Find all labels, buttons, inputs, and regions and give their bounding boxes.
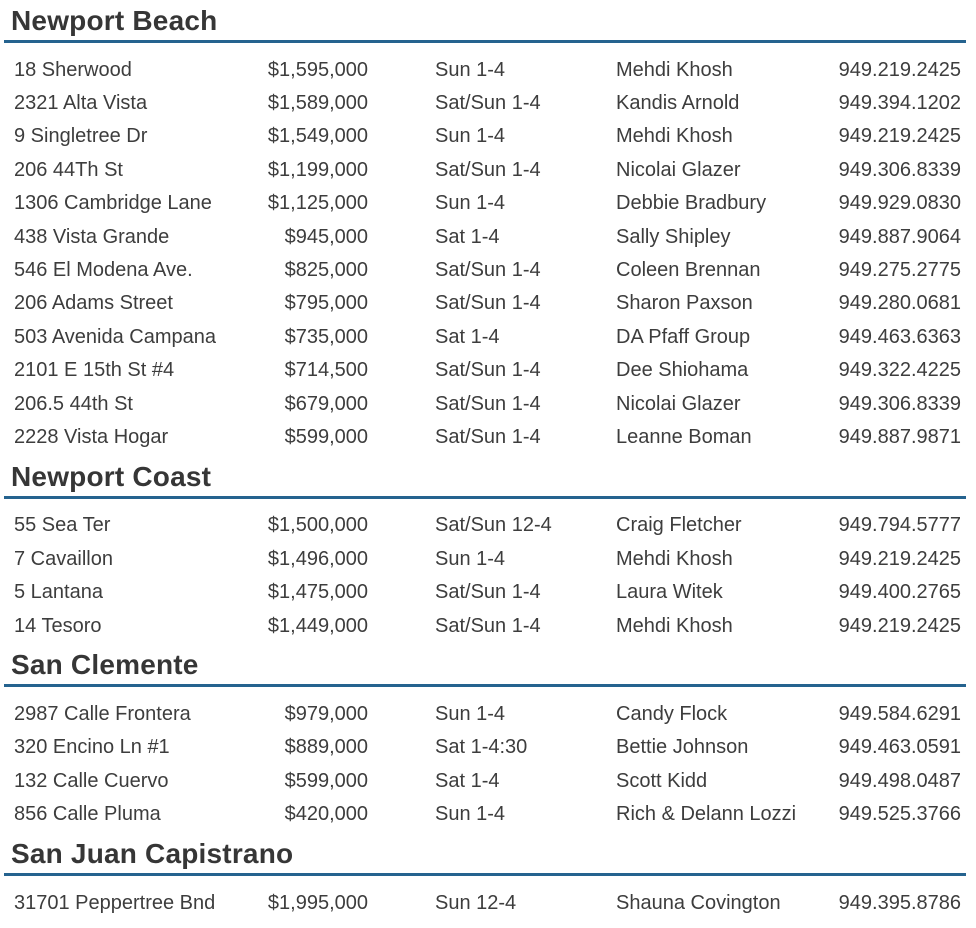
open-house-time: Sun 1-4 xyxy=(435,547,506,570)
city-section xyxy=(4,462,966,651)
listing-row xyxy=(14,187,961,220)
listing-price: $420,000 xyxy=(284,803,368,826)
listing-row xyxy=(14,220,961,253)
listing-price: $1,589,000 xyxy=(267,92,368,115)
listing-address: 320 Encino Ln #1 xyxy=(14,736,170,759)
listing-price: $1,475,000 xyxy=(267,581,368,604)
open-house-time: Sat/Sun 1-4 xyxy=(435,581,541,604)
listing-row xyxy=(14,86,961,119)
open-house-time: Sat/Sun 1-4 xyxy=(435,158,541,181)
listing-row xyxy=(14,53,961,86)
agent-phone: 949.887.9064 xyxy=(838,225,961,248)
agent-name: Laura Witek xyxy=(616,581,723,604)
agent-name: Mehdi Khosh xyxy=(616,547,733,570)
agent-phone: 949.498.0487 xyxy=(838,769,961,792)
listing-row xyxy=(14,575,961,608)
agent-phone: 949.322.4225 xyxy=(838,359,961,382)
city-heading: Newport Beach xyxy=(4,6,966,43)
listing-price: $1,595,000 xyxy=(267,58,368,81)
open-house-time: Sat/Sun 1-4 xyxy=(435,614,541,637)
agent-phone: 949.463.0591 xyxy=(838,736,961,759)
listing-address: 1306 Cambridge Lane xyxy=(14,192,212,215)
listing-address: 2228 Vista Hogar xyxy=(14,425,169,448)
listing-address: 546 El Modena Ave. xyxy=(14,259,193,282)
open-house-time: Sat 1-4 xyxy=(435,325,500,348)
listing-address: 18 Sherwood xyxy=(14,58,132,81)
listing-price: $1,995,000 xyxy=(267,891,368,914)
open-house-time: Sun 1-4 xyxy=(435,58,506,81)
listing-row xyxy=(14,509,961,542)
agent-name: Nicolai Glazer xyxy=(616,392,741,415)
listing-price: $1,496,000 xyxy=(267,547,368,570)
listing-address: 2321 Alta Vista xyxy=(14,92,148,115)
listing-row xyxy=(14,609,961,642)
agent-name: Bettie Johnson xyxy=(616,736,749,759)
listing-row xyxy=(14,886,961,919)
listing-address: 31701 Peppertree Bnd xyxy=(14,891,216,914)
open-house-time: Sun 1-4 xyxy=(435,702,506,725)
open-house-time: Sat/Sun 1-4 xyxy=(435,392,541,415)
agent-name: Nicolai Glazer xyxy=(616,158,741,181)
agent-name: Coleen Brennan xyxy=(616,259,761,282)
listing-address: 2101 E 15th St #4 xyxy=(14,359,175,382)
listing-price: $1,549,000 xyxy=(267,125,368,148)
city-heading: Newport Coast xyxy=(4,462,966,499)
listing-price: $1,125,000 xyxy=(267,192,368,215)
listing-price: $825,000 xyxy=(284,259,368,282)
listing-address: 206 44Th St xyxy=(14,158,123,181)
agent-phone: 949.395.8786 xyxy=(838,891,961,914)
agent-name: Sharon Paxson xyxy=(616,292,753,315)
agent-name: Kandis Arnold xyxy=(616,92,740,115)
agent-phone: 949.219.2425 xyxy=(838,125,961,148)
listing-price: $1,199,000 xyxy=(267,158,368,181)
listing-address: 438 Vista Grande xyxy=(14,225,170,248)
agent-phone: 949.280.0681 xyxy=(838,292,961,315)
listing-row xyxy=(14,542,961,575)
agent-phone: 949.929.0830 xyxy=(838,192,961,215)
listing-row xyxy=(14,797,961,830)
city-section xyxy=(4,839,966,927)
open-house-time: Sat/Sun 1-4 xyxy=(435,259,541,282)
open-house-time: Sun 12-4 xyxy=(435,891,517,914)
agent-name: Leanne Boman xyxy=(616,425,752,448)
listing-price: $679,000 xyxy=(284,392,368,415)
listing-rows xyxy=(4,499,966,651)
agent-phone: 949.463.6363 xyxy=(838,325,961,348)
listing-price: $795,000 xyxy=(284,292,368,315)
listing-row xyxy=(14,253,961,286)
agent-phone: 949.400.2765 xyxy=(838,581,961,604)
listing-row xyxy=(14,120,961,153)
agent-phone: 949.584.6291 xyxy=(838,702,961,725)
listing-price: $979,000 xyxy=(284,702,368,725)
listing-row xyxy=(14,731,961,764)
listing-price: $945,000 xyxy=(284,225,368,248)
agent-phone: 949.794.5777 xyxy=(838,514,961,537)
open-house-time: Sun 1-4 xyxy=(435,803,506,826)
open-house-time: Sat/Sun 1-4 xyxy=(435,359,541,382)
listing-address: 9 Singletree Dr xyxy=(14,125,148,148)
listing-price: $599,000 xyxy=(284,425,368,448)
listing-rows xyxy=(4,687,966,839)
agent-name: Debbie Bradbury xyxy=(616,192,767,215)
agent-phone: 949.525.3766 xyxy=(838,803,961,826)
open-house-time: Sat/Sun 12-4 xyxy=(435,514,552,537)
listing-address: 206.5 44th St xyxy=(14,392,133,415)
listing-row xyxy=(14,287,961,320)
agent-phone: 949.306.8339 xyxy=(838,392,961,415)
listing-rows xyxy=(4,43,966,462)
city-section xyxy=(4,6,966,462)
listing-row xyxy=(14,764,961,797)
listing-price: $599,000 xyxy=(284,769,368,792)
open-house-time: Sun 1-4 xyxy=(435,125,506,148)
agent-name: Mehdi Khosh xyxy=(616,58,733,81)
agent-name: Rich & Delann Lozzi xyxy=(616,803,797,826)
open-house-time: Sun 1-4 xyxy=(435,192,506,215)
agent-name: Sally Shipley xyxy=(616,225,731,248)
listing-row xyxy=(14,354,961,387)
agent-name: Mehdi Khosh xyxy=(616,125,733,148)
listing-address: 14 Tesoro xyxy=(14,614,102,637)
open-house-time: Sat/Sun 1-4 xyxy=(435,425,541,448)
listing-address: 206 Adams Street xyxy=(14,292,173,315)
agent-name: Craig Fletcher xyxy=(616,514,742,537)
city-heading: San Juan Capistrano xyxy=(4,839,966,876)
agent-phone: 949.219.2425 xyxy=(838,58,961,81)
listing-price: $735,000 xyxy=(284,325,368,348)
agent-name: Candy Flock xyxy=(616,702,728,725)
listing-price: $1,500,000 xyxy=(267,514,368,537)
agent-name: Dee Shiohama xyxy=(616,359,749,382)
open-house-time: Sat 1-4:30 xyxy=(435,736,528,759)
agent-name: Shauna Covington xyxy=(616,891,781,914)
listing-price: $889,000 xyxy=(284,736,368,759)
listing-row xyxy=(14,420,961,453)
listing-address: 856 Calle Pluma xyxy=(14,803,161,826)
open-house-time: Sat/Sun 1-4 xyxy=(435,292,541,315)
listing-address: 503 Avenida Campana xyxy=(14,325,217,348)
city-heading: San Clemente xyxy=(4,650,966,687)
agent-name: Mehdi Khosh xyxy=(616,614,733,637)
listing-price: $1,449,000 xyxy=(267,614,368,637)
agent-phone: 949.219.2425 xyxy=(838,614,961,637)
agent-name: DA Pfaff Group xyxy=(616,325,751,348)
listing-row xyxy=(14,697,961,730)
agent-phone: 949.306.8339 xyxy=(838,158,961,181)
city-section xyxy=(4,650,966,839)
listing-row xyxy=(14,387,961,420)
open-house-time: Sat 1-4 xyxy=(435,769,500,792)
listing-address: 5 Lantana xyxy=(14,581,103,604)
open-house-list xyxy=(0,6,976,927)
open-house-time: Sat 1-4 xyxy=(435,225,500,248)
listing-rows xyxy=(4,876,966,927)
agent-phone: 949.219.2425 xyxy=(838,547,961,570)
agent-name: Scott Kidd xyxy=(616,769,708,792)
listing-address: 132 Calle Cuervo xyxy=(14,769,169,792)
listing-address: 7 Cavaillon xyxy=(14,547,113,570)
open-house-time: Sat/Sun 1-4 xyxy=(435,92,541,115)
listing-row xyxy=(14,153,961,186)
agent-phone: 949.394.1202 xyxy=(838,92,961,115)
agent-phone: 949.887.9871 xyxy=(838,425,961,448)
agent-phone: 949.275.2775 xyxy=(838,259,961,282)
listing-row xyxy=(14,320,961,353)
listing-address: 55 Sea Ter xyxy=(14,514,111,537)
listing-address: 2987 Calle Frontera xyxy=(14,702,191,725)
listing-price: $714,500 xyxy=(284,359,368,382)
